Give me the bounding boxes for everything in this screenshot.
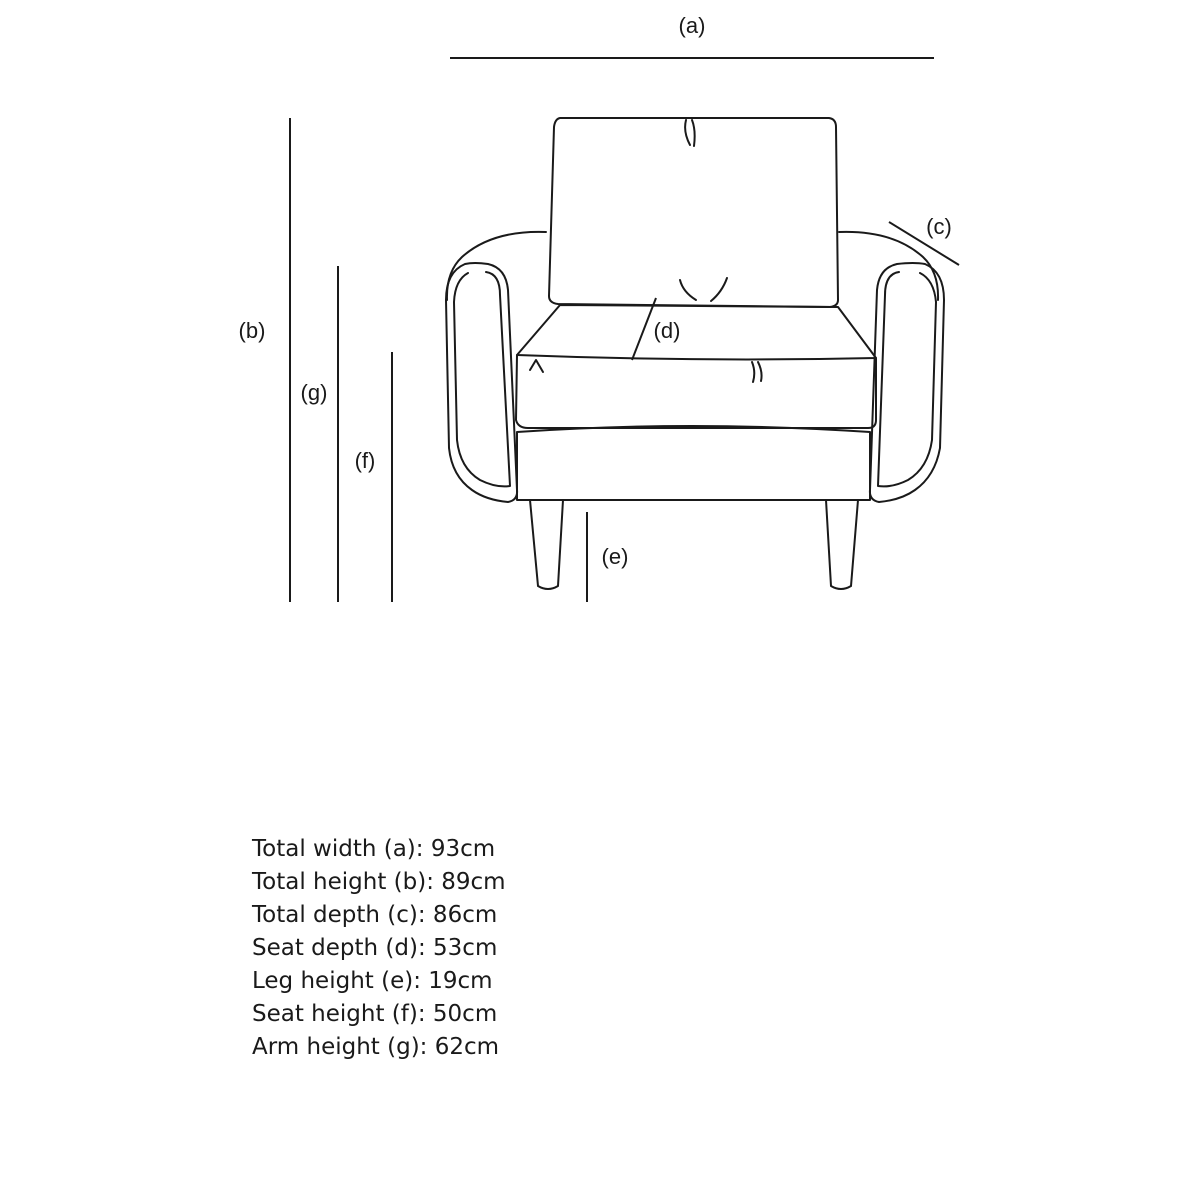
seat-cushion-fold-left — [530, 360, 543, 372]
spec-leg-height: Leg height (e): 19cm — [252, 968, 493, 994]
dimension-specs-list — [252, 833, 506, 1064]
seat-cushion-front — [516, 355, 876, 428]
spec-total-width: Total width (a): 93cm — [252, 836, 496, 862]
right-armrest-seam — [878, 272, 936, 486]
seat-cushion-fold-center — [752, 362, 754, 382]
back-cushion-fold-top-2 — [692, 120, 695, 146]
label-d: (d) — [653, 318, 681, 343]
spec-seat-depth: Seat depth (d): 53cm — [252, 935, 498, 961]
spec-total-height: Total height (b): 89cm — [252, 869, 506, 895]
spec-total-depth: Total depth (c): 86cm — [252, 902, 498, 928]
spec-arm-height: Arm height (g): 62cm — [252, 1034, 500, 1060]
back-cushion-fold-top — [685, 120, 690, 145]
seat-cushion-top — [517, 305, 876, 359]
label-c: (c) — [926, 214, 952, 239]
right-leg — [826, 500, 858, 589]
label-f: (f) — [354, 448, 376, 473]
chair-base — [517, 426, 870, 500]
back-cushion-fold-bottom-2 — [711, 278, 727, 301]
label-g: (g) — [300, 380, 328, 405]
spec-seat-height: Seat height (f): 50cm — [252, 1001, 498, 1027]
label-b: (b) — [238, 318, 266, 343]
label-a: (a) — [678, 13, 706, 38]
dimension-lines — [290, 58, 959, 602]
label-e: (e) — [601, 544, 629, 569]
left-armrest-seam — [454, 272, 510, 486]
seat-cushion-fold-center-2 — [758, 362, 762, 381]
dimension-line-d — [632, 298, 656, 360]
back-cushion-fold-bottom — [680, 280, 696, 300]
left-leg — [530, 500, 563, 589]
armchair-drawing — [446, 118, 944, 589]
